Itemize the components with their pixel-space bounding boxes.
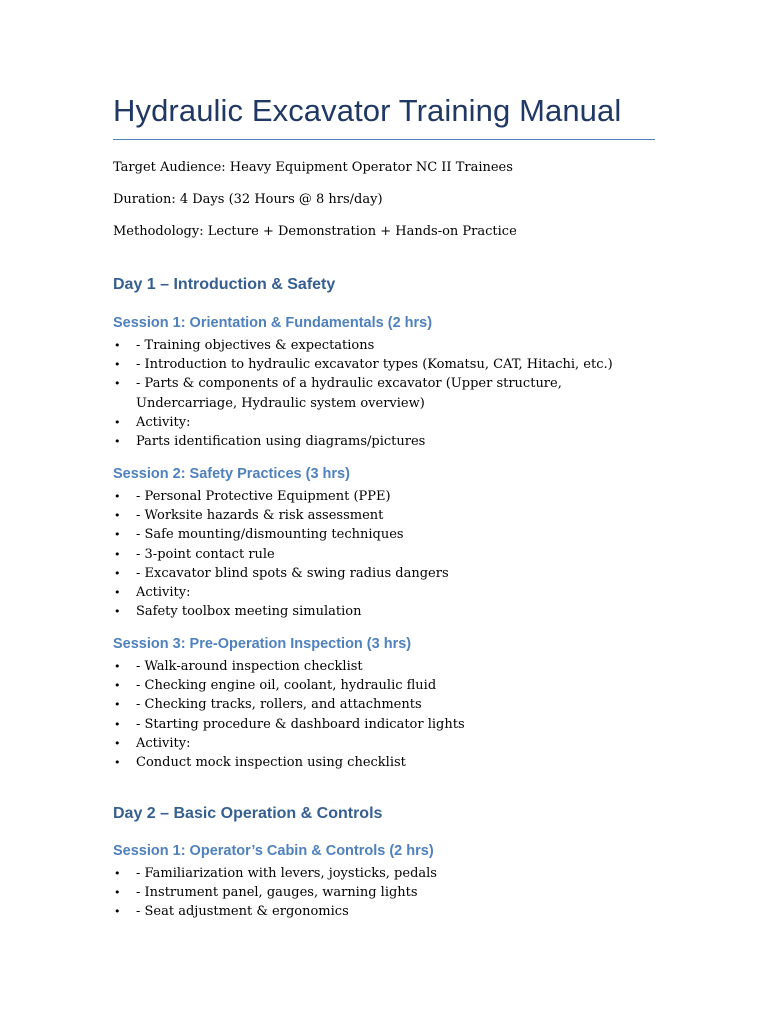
list-item: [113, 695, 633, 714]
list-item: [113, 902, 633, 921]
target-audience: Target Audience: Heavy Equipment Operator NC II Trainees: [113, 160, 513, 175]
list-item-text: - Checking tracks, rollers, and attachments: [136, 697, 422, 713]
list-item: [113, 336, 633, 355]
bullet-icon: •: [114, 698, 121, 712]
list-item-text: - Parts & components of a hydraulic excavator (Upper structure, Undercarriage, Hydraulic system overview): [136, 376, 562, 411]
bullet-icon: •: [114, 339, 121, 352]
day1-session3-list: [113, 657, 633, 772]
day1-heading: Day 1 – Introduction & Safety: [113, 276, 336, 293]
bullet-icon: •: [114, 756, 121, 770]
bullet-icon: •: [114, 605, 121, 619]
list-item-text: - Safe mounting/dismounting techniques: [136, 527, 404, 543]
bullet-icon: •: [114, 435, 121, 449]
bullet-icon: •: [114, 490, 121, 503]
duration: Duration: 4 Days (32 Hours @ 8 hrs/day): [113, 192, 383, 207]
list-item: [113, 883, 633, 902]
list-item: [113, 564, 633, 583]
bullet-icon: •: [114, 886, 121, 900]
list-item-text: - Walk-around inspection checklist: [136, 659, 363, 674]
list-item: [113, 525, 633, 544]
bullet-icon: •: [114, 415, 121, 429]
list-item-text: Activity:: [136, 735, 191, 751]
list-item: [113, 355, 633, 374]
methodology: Methodology: Lecture + Demonstration + Hands-on Practice: [113, 224, 517, 239]
list-item: [113, 715, 633, 734]
list-item-text: - Seat adjustment & ergonomics: [136, 904, 349, 920]
list-item-text: - 3-point contact rule: [136, 546, 275, 562]
list-item-text: Activity:: [136, 414, 191, 430]
list-item-text: - Training objectives & expectations: [136, 338, 375, 353]
list-item-text: - Checking engine oil, coolant, hydraulic fluid: [136, 678, 437, 694]
list-item: [113, 432, 633, 451]
list-item-text: - Worksite hazards & risk assessment: [136, 508, 384, 524]
bullet-icon: •: [114, 586, 121, 600]
list-item-text: - Starting procedure & dashboard indicator lights: [136, 716, 465, 732]
list-item-text: - Introduction to hydraulic excavator types (Komatsu, CAT, Hitachi, etc.): [136, 357, 613, 373]
list-item: [113, 602, 633, 621]
list-item-text: - Personal Protective Equipment (PPE): [136, 489, 391, 504]
list-item-text: Safety toolbox meeting simulation: [136, 604, 362, 620]
bullet-icon: •: [114, 547, 121, 561]
bullet-icon: •: [114, 867, 121, 880]
list-item: [113, 374, 633, 412]
list-item-text: Activity:: [136, 585, 191, 601]
list-item-text: Conduct mock inspection using checklist: [136, 755, 406, 771]
day1-session3-heading: Session 3: Pre-Operation Inspection (3 hrs): [113, 636, 412, 652]
list-item: [113, 753, 633, 772]
list-item: [113, 487, 633, 506]
list-item-text: Parts identification using diagrams/pictures: [136, 434, 426, 450]
list-item: [113, 545, 633, 564]
day1-session2-list: [113, 487, 633, 621]
list-item: [113, 583, 633, 602]
title-underline: [113, 139, 655, 140]
list-item: [113, 413, 633, 432]
bullet-icon: •: [114, 509, 121, 523]
bullet-icon: •: [114, 905, 121, 919]
day1-session1-list: [113, 336, 633, 451]
bullet-icon: •: [114, 377, 121, 391]
bullet-icon: •: [114, 660, 121, 673]
bullet-icon: •: [114, 528, 121, 542]
list-item: [113, 657, 633, 676]
day2-heading: Day 2 – Basic Operation & Controls: [113, 805, 383, 822]
day2-session1-heading: Session 1: Operator’s Cabin & Controls (2 hrs): [113, 843, 434, 859]
bullet-icon: •: [114, 736, 121, 750]
list-item-text: - Familiarization with levers, joysticks, pedals: [136, 866, 437, 881]
list-item: [113, 864, 633, 883]
page-title: Hydraulic Excavator Training Manual: [113, 93, 622, 128]
list-item: [113, 676, 633, 695]
list-item: [113, 734, 633, 753]
bullet-icon: •: [114, 358, 121, 372]
list-item-text: - Excavator blind spots & swing radius dangers: [136, 565, 449, 581]
bullet-icon: •: [114, 679, 121, 693]
day2-session1-list: [113, 864, 633, 922]
bullet-icon: •: [114, 566, 121, 580]
list-item: [113, 506, 633, 525]
day1-session2-heading: Session 2: Safety Practices (3 hrs): [113, 466, 350, 482]
day1-session1-heading: Session 1: Orientation & Fundamentals (2 hrs): [113, 315, 433, 331]
list-item-text: - Instrument panel, gauges, warning lights: [136, 885, 418, 901]
bullet-icon: •: [114, 717, 121, 731]
